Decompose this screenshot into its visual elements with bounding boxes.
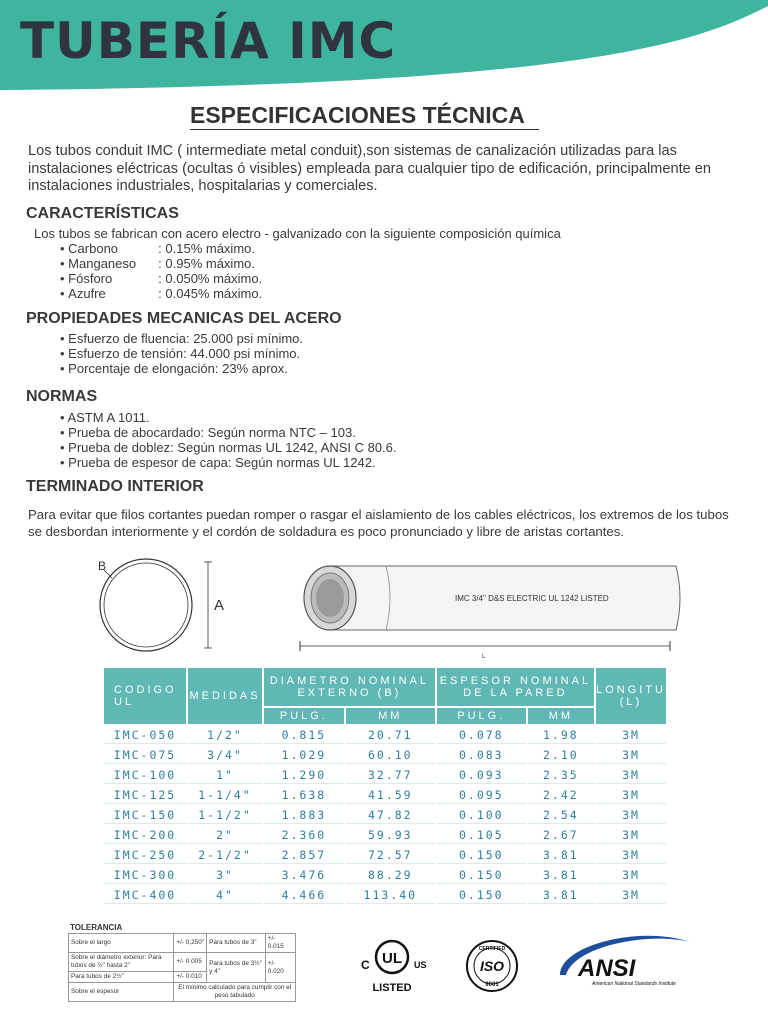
diagram-label-b: B xyxy=(98,559,107,573)
table-cell: IMC-200 xyxy=(104,826,186,844)
table-cell: IMC-100 xyxy=(104,766,186,784)
table-cell: 0.150 xyxy=(437,866,526,884)
pipe-cross-section xyxy=(100,559,212,651)
table-cell: IMC-400 xyxy=(104,886,186,904)
list-item: • Esfuerzo de fluencia: 25.000 psi mínimo. xyxy=(60,331,303,346)
table-cell: +/- 0.010 xyxy=(174,972,207,983)
table-cell: 0.150 xyxy=(437,846,526,864)
svg-text:American National Standards In: American National Standards Institute xyxy=(592,981,676,987)
propiedades-heading: PROPIEDADES MECANICAS DEL ACERO xyxy=(26,310,342,327)
table-cell: 3M xyxy=(596,846,666,864)
table-cell: 3.81 xyxy=(528,866,594,884)
table-cell: 3M xyxy=(596,786,666,804)
terminado-heading: TERMINADO INTERIOR xyxy=(26,478,204,495)
list-item: • Porcentaje de elongación: 23% aprox. xyxy=(60,361,303,376)
col-mm-diametro: MM xyxy=(346,708,435,724)
table-cell: 20.71 xyxy=(346,726,435,744)
table-cell: 0.105 xyxy=(437,826,526,844)
list-item: • Azufre : 0.045% máximo. xyxy=(60,286,262,301)
pipe-marking-text: IMC 3/4" D&S ELECTRIC UL 1242 LISTED xyxy=(455,594,609,603)
table-cell: 2.10 xyxy=(528,746,594,764)
table-cell: 0.078 xyxy=(437,726,526,744)
table-cell: 0.100 xyxy=(437,806,526,824)
diagram-label-a: A xyxy=(214,597,225,614)
table-cell: Sobre el espesor xyxy=(69,983,174,1002)
table-cell: 1-1/4" xyxy=(188,786,262,804)
table-cell: IMC-250 xyxy=(104,846,186,864)
table-cell: +/- 0.020 xyxy=(265,953,295,983)
table-cell: 3M xyxy=(596,766,666,784)
normas-heading: NORMAS xyxy=(26,388,98,405)
ul-listed-logo xyxy=(361,941,427,994)
table-cell: 1-1/2" xyxy=(188,806,262,824)
table-cell: 3M xyxy=(596,806,666,824)
svg-text:US: US xyxy=(414,960,427,970)
table-cell: 47.82 xyxy=(346,806,435,824)
table-cell: 32.77 xyxy=(346,766,435,784)
svg-text:ISO: ISO xyxy=(479,958,505,974)
table-cell: 0.815 xyxy=(264,726,344,744)
table-cell: 0.093 xyxy=(437,766,526,784)
composition-list xyxy=(60,241,262,301)
spec-table xyxy=(102,666,668,906)
table-cell: 3/4" xyxy=(188,746,262,764)
table-cell: 3M xyxy=(596,746,666,764)
table-cell: 3.81 xyxy=(528,886,594,904)
table-cell: 3.476 xyxy=(264,866,344,884)
page-title: ESPECIFICACIONES TÉCNICA xyxy=(190,101,539,130)
tolerancia-title: TOLERANCIA xyxy=(70,923,123,932)
table-row xyxy=(104,766,666,784)
table-cell: IMC-300 xyxy=(104,866,186,884)
normas-list xyxy=(60,410,397,470)
table-cell: 2.67 xyxy=(528,826,594,844)
table-cell: 1.883 xyxy=(264,806,344,824)
table-cell: 2.42 xyxy=(528,786,594,804)
pipe-diagram xyxy=(0,552,768,662)
table-cell: 0.095 xyxy=(437,786,526,804)
table-cell: El mínimo calculado para cumplir con el peso tabulado xyxy=(174,983,296,1002)
table-cell: 3M xyxy=(596,866,666,884)
certification-logos xyxy=(0,930,768,1000)
table-row xyxy=(104,846,666,864)
table-cell: 2-1/2" xyxy=(188,846,262,864)
table-cell: 2.360 xyxy=(264,826,344,844)
table-cell: Sobre el largo xyxy=(69,934,174,953)
table-cell: +/- 0,250" xyxy=(174,934,207,953)
table-cell: 4" xyxy=(188,886,262,904)
table-cell: 0.083 xyxy=(437,746,526,764)
terminado-paragraph: Para evitar que filos cortantes puedan romper o rasgar el aislamiento de los cables eléctricos, los extremos de los tubos se desbordan interiormente y el cordón de soldadura es poco pronunciado y libre de aristas cortantes. xyxy=(28,507,729,539)
table-row xyxy=(104,866,666,884)
table-cell: 72.57 xyxy=(346,846,435,864)
table-cell: 1.638 xyxy=(264,786,344,804)
table-cell: IMC-050 xyxy=(104,726,186,744)
table-cell: 88.29 xyxy=(346,866,435,884)
svg-text:LISTED: LISTED xyxy=(372,982,412,994)
col-pulg-espesor: PULG. xyxy=(437,708,526,724)
composition-note: Los tubos se fabrican con acero electro - galvanizado con la siguiente composición química xyxy=(34,226,561,241)
table-cell: 3.81 xyxy=(528,846,594,864)
list-item: • Carbono : 0.15% máximo. xyxy=(60,241,262,256)
svg-text:CERTIFIED: CERTIFIED xyxy=(478,946,506,952)
svg-text:C: C xyxy=(361,958,370,972)
table-cell: 3M xyxy=(596,826,666,844)
svg-text:ANSI: ANSI xyxy=(578,955,636,982)
table-cell: 1" xyxy=(188,766,262,784)
col-espesor: ESPESOR NOMINAL DE LA PARED xyxy=(437,668,594,706)
table-cell: 41.59 xyxy=(346,786,435,804)
table-cell: 2.857 xyxy=(264,846,344,864)
table-cell: 3M xyxy=(596,886,666,904)
table-cell: IMC-150 xyxy=(104,806,186,824)
table-cell: 60.10 xyxy=(346,746,435,764)
table-cell: 3M xyxy=(596,726,666,744)
ansi-logo xyxy=(560,936,690,987)
col-mm-espesor: MM xyxy=(528,708,594,724)
propiedades-list xyxy=(60,331,303,376)
table-cell: 0.150 xyxy=(437,886,526,904)
table-cell: 1.98 xyxy=(528,726,594,744)
header-title: TUBERÍA IMC xyxy=(20,12,397,70)
table-cell: Para tubos de 3½" y 4" xyxy=(207,953,266,983)
table-cell: 2.35 xyxy=(528,766,594,784)
list-item: • Esfuerzo de tensión: 44.000 psi mínimo. xyxy=(60,346,303,361)
col-pulg-diametro: PULG. xyxy=(264,708,344,724)
list-item: • Prueba de abocardado: Según norma NTC – 103. xyxy=(60,425,397,440)
list-item: • Prueba de doblez: Según normas UL 1242, ANSI C 80.6. xyxy=(60,440,397,455)
intro-paragraph: Los tubos conduit IMC ( intermediate metal conduit),son sistemas de canalización utilizadas para las instalaciones eléctricas (ocultas ó visibles) empleada para cualquier tipo de edificación, principalmente en instalaciones industriales, hospitalarias y comerciales. xyxy=(28,143,712,194)
table-cell: 1.290 xyxy=(264,766,344,784)
table-cell: 113.40 xyxy=(346,886,435,904)
table-cell: 1/2" xyxy=(188,726,262,744)
list-item: • ASTM A 1011. xyxy=(60,410,397,425)
table-cell: Para tubos de 2½" xyxy=(69,972,174,983)
iso-9001-logo xyxy=(467,941,517,991)
table-cell: +/- 0.005 xyxy=(174,953,207,972)
table-cell: +/- 0.015 xyxy=(265,934,295,953)
table-row xyxy=(104,806,666,824)
table-cell: 1.029 xyxy=(264,746,344,764)
table-cell: 2.54 xyxy=(528,806,594,824)
table-cell: Para tubos de 3" xyxy=(207,934,266,953)
table-cell: IMC-125 xyxy=(104,786,186,804)
table-cell: IMC-075 xyxy=(104,746,186,764)
diagram-label-l: L xyxy=(482,654,486,660)
table-row xyxy=(104,786,666,804)
table-row xyxy=(104,746,666,764)
caracteristicas-heading: CARACTERÍSTICAS xyxy=(26,205,179,222)
svg-text:9001: 9001 xyxy=(485,982,499,988)
table-row xyxy=(104,726,666,744)
col-medidas: MEDIDAS xyxy=(188,668,262,724)
svg-text:UL: UL xyxy=(382,950,402,967)
table-cell: Sobre el diámetro exterior: Para tubos de ½" hasta 2" xyxy=(69,953,174,972)
pipe-side-view xyxy=(300,566,680,651)
table-row xyxy=(104,886,666,904)
col-codigo: CODIGO UL xyxy=(104,668,186,724)
table-cell: 59.93 xyxy=(346,826,435,844)
table-row xyxy=(104,826,666,844)
col-diametro: DIAMETRO NOMINAL EXTERNO (B) xyxy=(264,668,435,706)
col-longitud: LONGITU (L) xyxy=(596,668,666,724)
list-item: • Manganeso : 0.95% máximo. xyxy=(60,256,262,271)
table-cell: 2" xyxy=(188,826,262,844)
table-cell: 3" xyxy=(188,866,262,884)
list-item: • Fósforo : 0.050% máximo. xyxy=(60,271,262,286)
table-cell: 4.466 xyxy=(264,886,344,904)
list-item: • Prueba de espesor de capa: Según normas UL 1242. xyxy=(60,455,397,470)
